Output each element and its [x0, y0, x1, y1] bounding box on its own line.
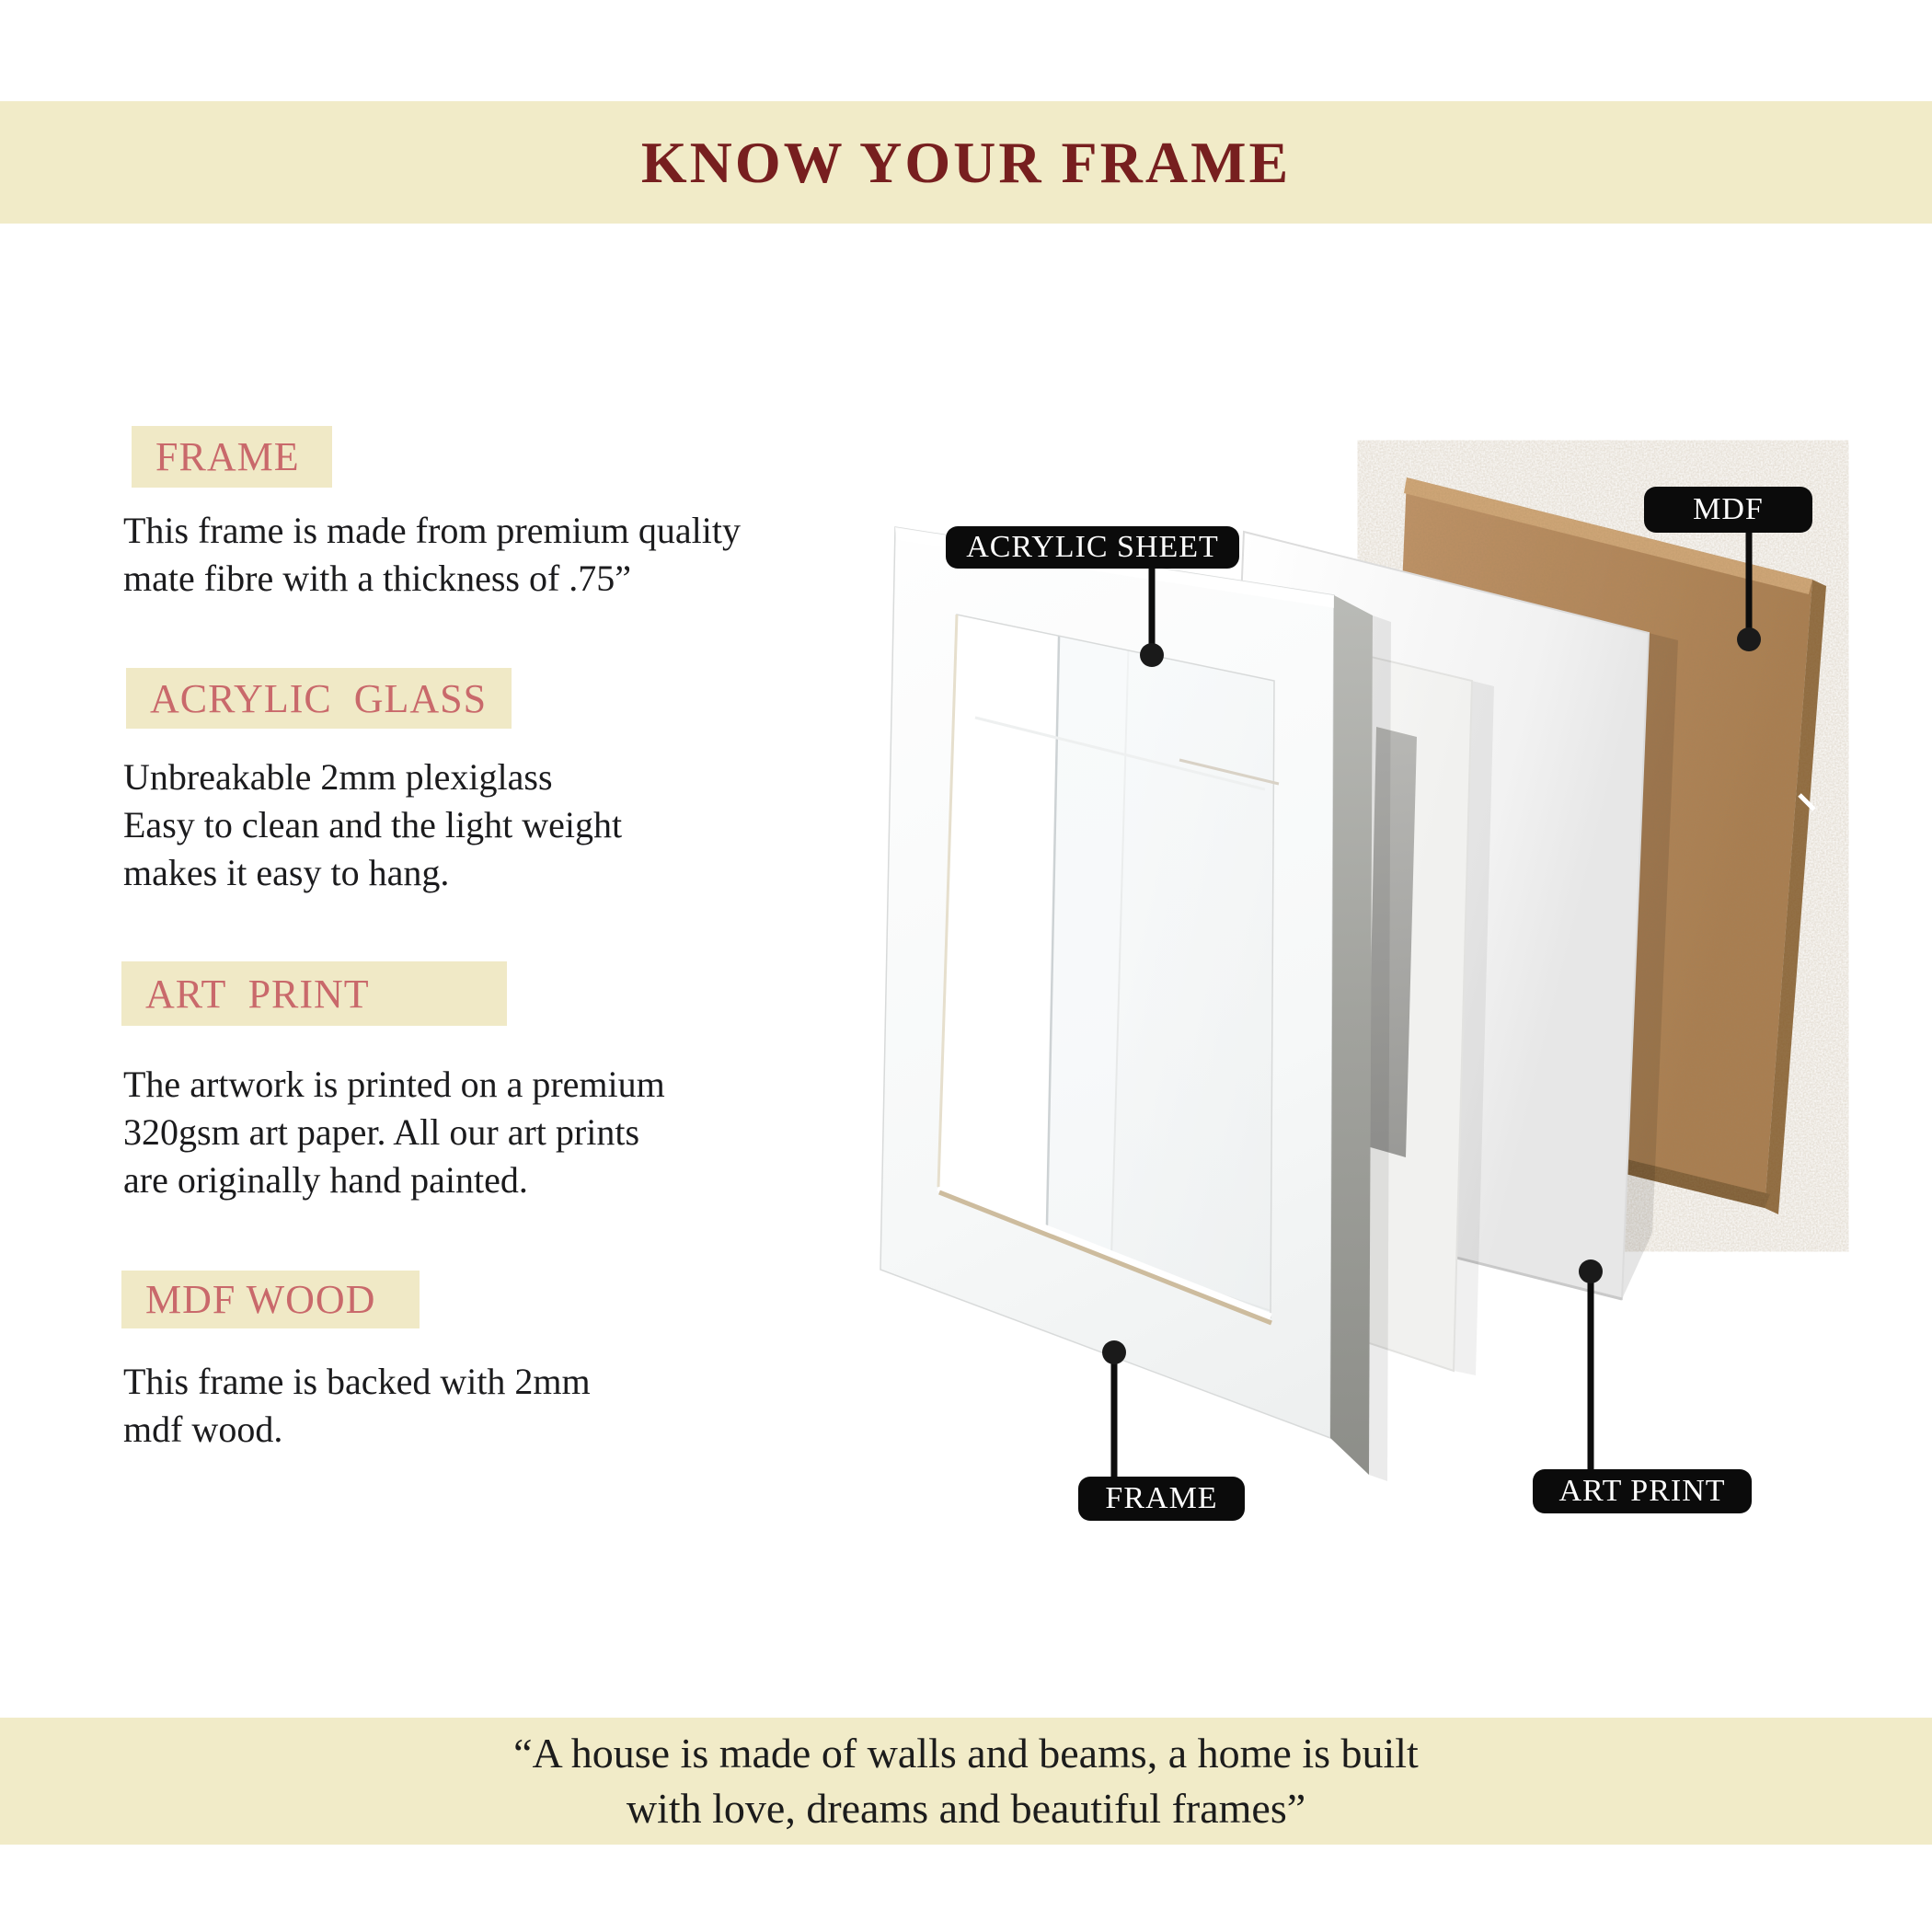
- body-line: Easy to clean and the light weight: [123, 804, 623, 845]
- quote-line-2: with love, dreams and beautiful frames”: [626, 1785, 1306, 1832]
- body-line: mate fibre with a thickness of .75”: [123, 558, 632, 599]
- frame-shadow: [1369, 615, 1391, 1481]
- section-heading-art-print: ART PRINT: [121, 961, 507, 1026]
- bottom-banner: [0, 1718, 1932, 1845]
- body-line: mdf wood.: [123, 1409, 283, 1450]
- body-line: makes it easy to hang.: [123, 852, 450, 893]
- diagram-label-acrylic-sheet: ACRYLIC SHEET: [946, 526, 1239, 569]
- diagram-label-mdf: MDF: [1644, 487, 1812, 533]
- body-line: The artwork is printed on a premium: [123, 1064, 665, 1105]
- diagram-label-art-print: ART PRINT: [1533, 1469, 1752, 1513]
- mdf-pin-dot: [1737, 627, 1761, 651]
- section-heading-acrylic-glass: ACRYLIC GLASS: [126, 668, 512, 729]
- acrylic-sheet-pin-dot: [1140, 643, 1164, 667]
- quote-line-1: “A house is made of walls and beams, a home is built: [513, 1730, 1419, 1777]
- section-heading-frame: FRAME: [132, 426, 332, 488]
- body-line: Unbreakable 2mm plexiglass: [123, 756, 553, 798]
- body-line: are originally hand painted.: [123, 1159, 528, 1201]
- body-line: This frame is backed with 2mm: [123, 1361, 591, 1402]
- body-line: This frame is made from premium quality: [123, 510, 741, 551]
- diagram-label-frame: FRAME: [1078, 1477, 1245, 1521]
- body-line: 320gsm art paper. All our art prints: [123, 1111, 640, 1153]
- frame-pin-dot: [1102, 1340, 1126, 1364]
- page-title: KNOW YOUR FRAME: [640, 129, 1292, 195]
- section-heading-mdf-wood: MDF WOOD: [121, 1271, 420, 1328]
- art-print-pin-dot: [1579, 1259, 1603, 1283]
